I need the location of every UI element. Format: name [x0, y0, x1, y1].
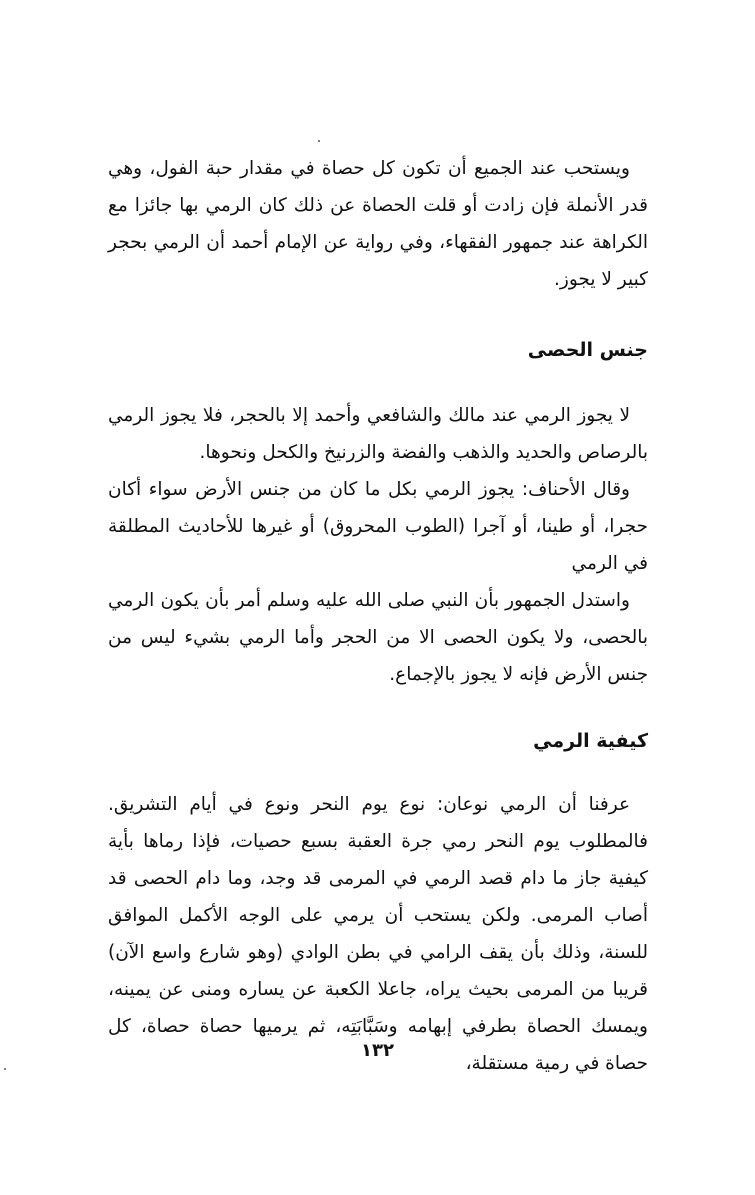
page-number: ١٣٢: [361, 1040, 394, 1061]
scan-speck: [318, 140, 320, 142]
heading-pebble-type: جنس الحصى: [527, 339, 648, 361]
scan-speck: [4, 1068, 6, 1070]
paragraph-throwing-method: عرفنا أن الرمي نوعان: نوع يوم النحر ونوع في أيام التشريق. فالمطلوب يوم النحر رمي جرة العقبة بسبع حصيات، فإذا رماها بأية كيفية جاز ما دام قصد الرمي في المرمى قد وجد، وما دام الحصى قد أصاب المرمى. ولكن يستحب أن يرمي على الوجه الأكمل الموافق للسنة، وذلك بأن يقف الرامي في بطن الوادي (وهو شارع واسع الآن) قريبا من المرمى بحيث يراه، جاعلا الكعبة عن يساره ومنى عن يمينه، ويمسك الحصاة بطرفي إبهامه وسَبَّابَتِه، ثم يرميها حصاة حصاة، كل حصاة في رمية مستقلة،: [108, 794, 648, 1074]
page-body: [108, 150, 648, 1082]
paragraph-majority-evidence: واستدل الجمهور بأن النبي صلى الله عليه وسلم أمر بأن يكون الرمي بالحصى، ولا يكون الحصى الا من الحجر وأما الرمي بشيء ليس من جنس الأرض فإنه لا يجوز بالإجماع.: [108, 590, 648, 685]
heading-throwing-method: كيفية الرمي: [533, 730, 648, 752]
paragraph-hanafi-view: وقال الأحناف: يجوز الرمي بكل ما كان من جنس الأرض سواء أكان حجرا، أو طينا، أو آجرا (الطوب المحروق) أو غيرها للأحاديث المطلقة في الرمي: [108, 479, 648, 574]
paragraph-majority-view: لا يجوز الرمي عند مالك والشافعي وأحمد إلا بالحجر، فلا يجوز الرمي بالرصاص والحديد والذهب والفضة والزرنيخ والكحل ونحوها.: [108, 405, 648, 463]
paragraph-pebble-size: ويستحب عند الجميع أن تكون كل حصاة في مقدار حبة الفول، وهي قدر الأنملة فإن زادت أو قلت الحصاة عن ذلك كان الرمي بها جائزا مع الكراهة عند جمهور الفقهاء، وفي رواية عن الإمام أحمد أن الرمي بحجر كبير لا يجوز.: [108, 158, 648, 290]
